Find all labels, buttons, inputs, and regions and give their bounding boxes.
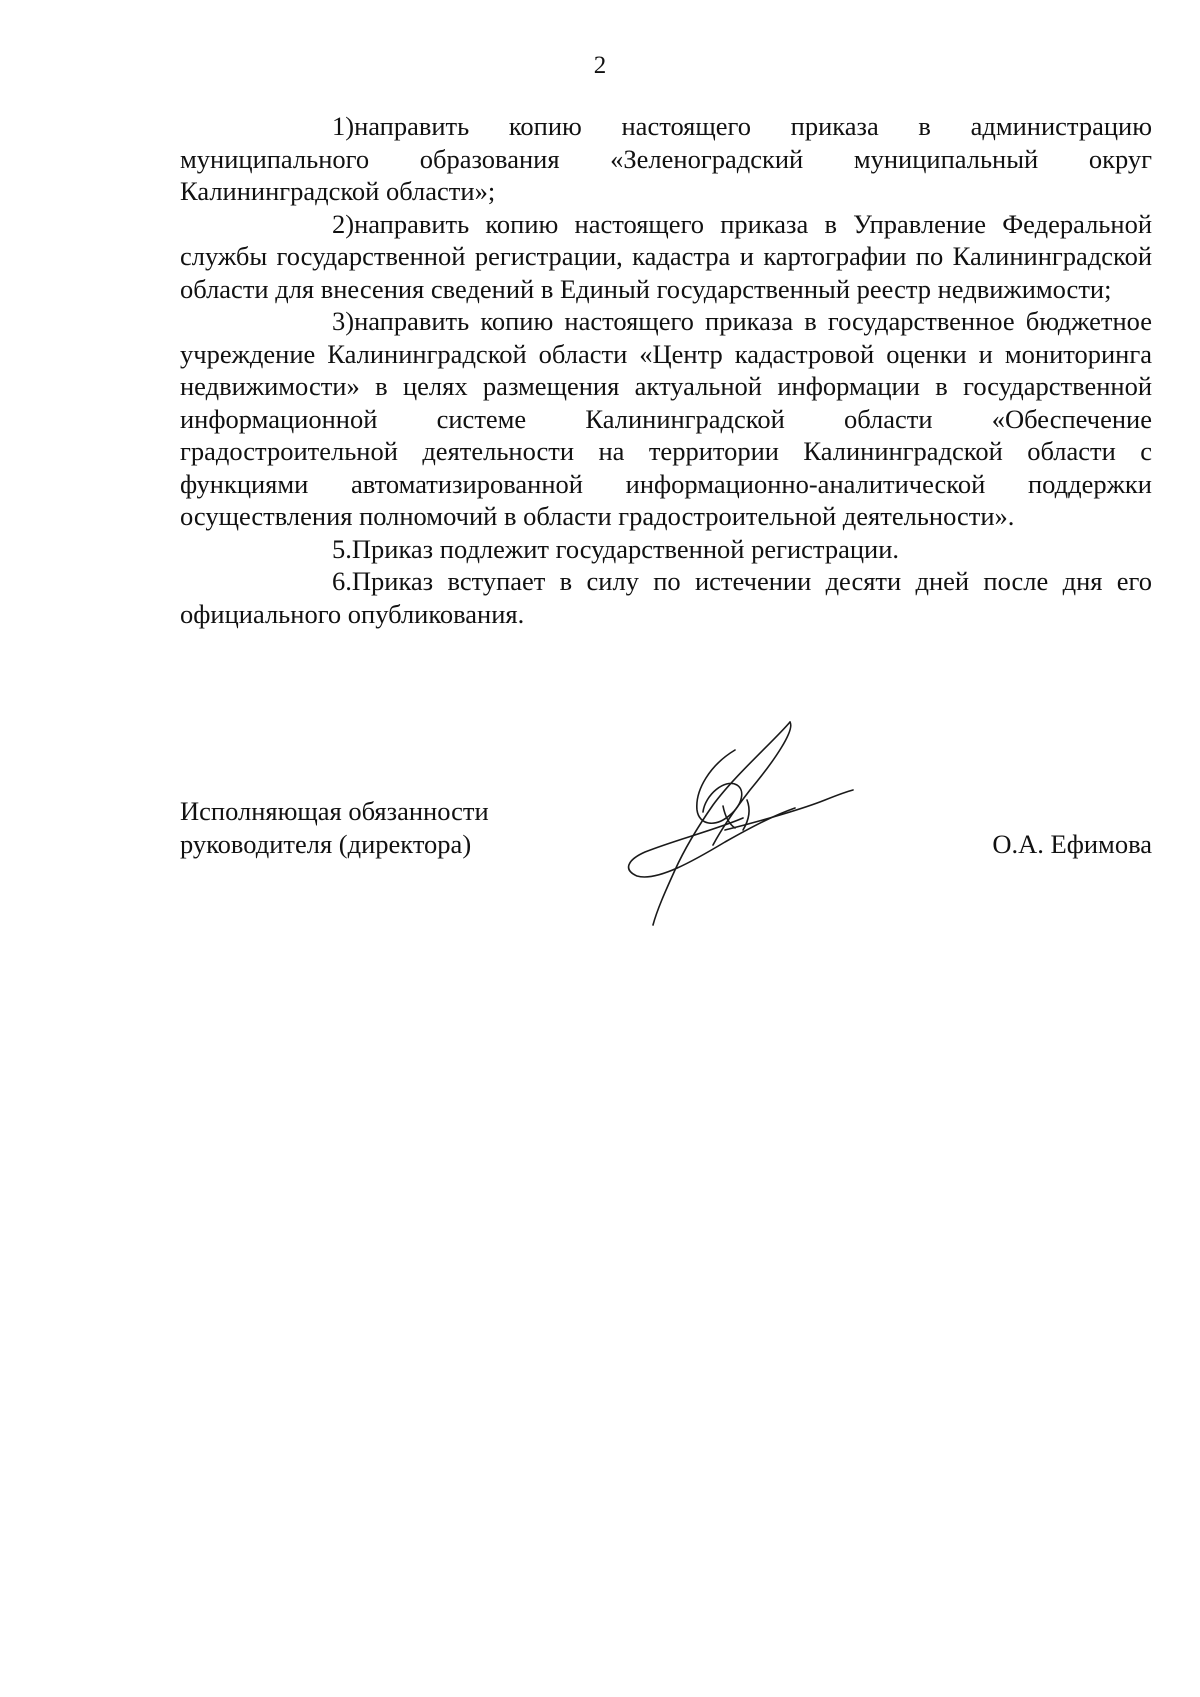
paragraph-2	[180, 208, 1152, 306]
handwritten-signature-icon	[625, 720, 865, 930]
paragraph-number: 1)	[332, 111, 355, 141]
signer-position-line-1: Исполняющая обязанности	[180, 796, 489, 826]
paragraph-text: Приказ вступает в силу по истечении десяти дней после дня его официального опубликования.	[180, 566, 1152, 629]
page-number: 2	[593, 52, 607, 79]
paragraph-text: Приказ подлежит государственной регистрации.	[351, 533, 900, 564]
paragraph-number: 3)	[332, 306, 355, 336]
paragraph-3	[180, 305, 1152, 533]
paragraph-text: направить копию настоящего приказа в государственное бюджетное учреждение Калининградской области «Центр кадастровой оценки и мониторинга недвижимости» в целях размещения актуальной информации в государственной информационной системе Калининградской области «Обеспечение градостроительной деятельности на территории Калининградской области с функциями автоматизированной информационно-аналитической поддержки осуществления полномочий в области градостроительной деятельности».	[180, 306, 1152, 531]
paragraph-1	[180, 110, 1152, 208]
order-body	[180, 110, 1152, 630]
paragraph-text: направить копию настоящего приказа в Управление Федеральной службы государственной регистрации, кадастра и картографии по Калининградской области для внесения сведений в Единый государственный реестр недвижимости;	[180, 208, 1152, 304]
paragraph-number: 5.	[332, 533, 352, 564]
signer-position	[180, 795, 489, 861]
paragraph-number: 6.	[332, 566, 352, 596]
paragraph-6	[180, 565, 1152, 630]
signer-position-line-2: руководителя (директора)	[180, 829, 472, 859]
paragraph-number: 2)	[332, 208, 355, 239]
paragraph-text: направить копию настоящего приказа в администрацию муниципального образования «Зеленоградский муниципальный округ Калининградской области»;	[180, 111, 1152, 206]
signer-name: О.А. Ефимова	[992, 829, 1152, 859]
paragraph-5	[180, 533, 1152, 566]
